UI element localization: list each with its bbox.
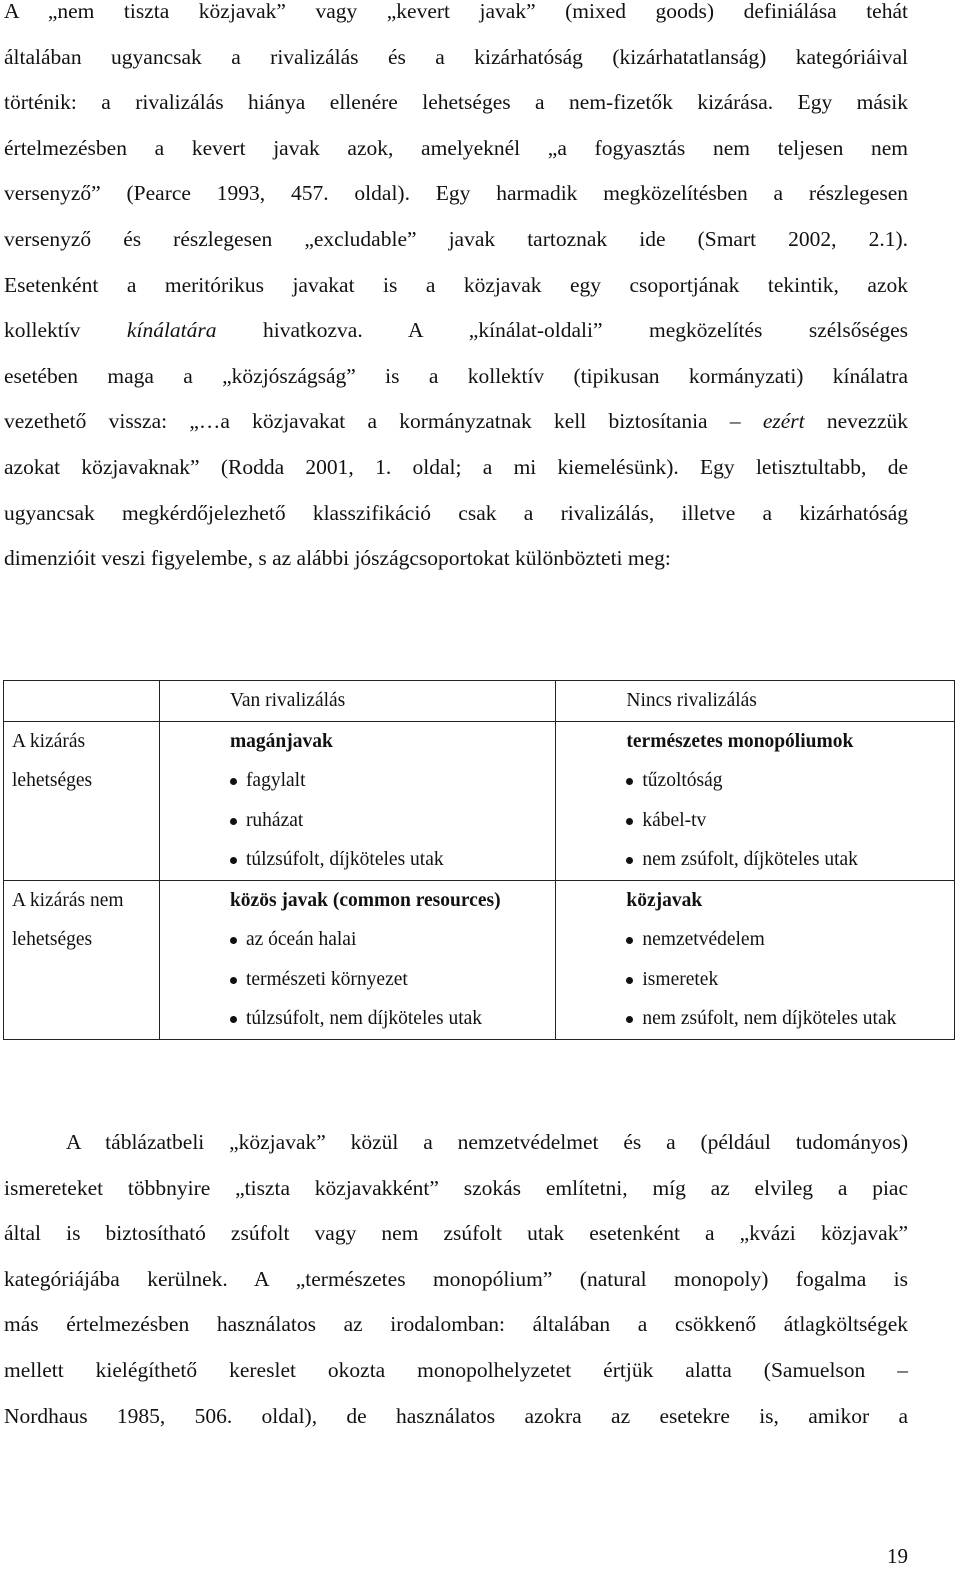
- list-item: nem zsúfolt, nem díjköteles utak: [626, 999, 954, 1039]
- text-fragment: kollektív: [4, 318, 81, 343]
- page-number: 19: [887, 1544, 908, 1568]
- column-header-no-rivalry: Nincs rivalizálás: [556, 681, 955, 722]
- text-line: A „nem tiszta közjavak” vagy „kevert javak” (mixed goods) definiálása tehát: [4, 0, 908, 23]
- list-item: fagylalt: [230, 761, 555, 801]
- list-item: az óceán halai: [230, 920, 555, 960]
- list-item: ruházat: [230, 801, 555, 841]
- text-line: Esetenként a meritórikus javakat is a közjavak egy csoportjának tekintik, azok: [4, 272, 908, 297]
- text-line: dimenzióit veszi figyelembe, s az alábbi jószágcsoportokat különbözteti meg:: [4, 546, 671, 571]
- text-line: ismereteket többnyire „tiszta közjavakként” szokás említetni, míg az elvileg a piac: [4, 1175, 908, 1200]
- text-line: által is biztosítható zsúfolt vagy nem zsúfolt utak esetenként a „kvázi közjavak”: [4, 1221, 908, 1246]
- table-row: [4, 880, 955, 1039]
- list-item: túlzsúfolt, díjköteles utak: [230, 840, 555, 880]
- cell-natural-monopolies: [556, 721, 955, 880]
- cell-common-resources: [159, 880, 555, 1039]
- list-item: természeti környezet: [230, 960, 555, 1000]
- text-line: történik: a rivalizálás hiánya ellenére lehetséges a nem-fizetők kizárása. Egy másik: [4, 90, 908, 115]
- list-item: nem zsúfolt, díjköteles utak: [626, 840, 954, 880]
- list-item: kábel-tv: [626, 801, 954, 841]
- text-line: általában ugyancsak a rivalizálás és a kizárhatóság (kizárhatatlanság) kategóriáival: [4, 44, 908, 69]
- emphasized-word: ezért: [762, 409, 805, 434]
- category-title: magánjavak: [229, 730, 333, 752]
- emphasized-word: kínálatára: [126, 318, 217, 343]
- row-label: A kizárás nem lehetséges: [12, 889, 124, 950]
- text-line: versenyző” (Pearce 1993, 457. oldal). Egy harmadik megközelítésben a részlegesen: [4, 181, 908, 206]
- list-item: nemzetvédelem: [626, 920, 954, 960]
- cell-private-goods: [159, 721, 555, 880]
- text-line: kategóriájába kerülnek. A „természetes monopólium” (natural monopoly) fogalma is: [4, 1266, 908, 1291]
- row-label: A kizárás lehetséges: [12, 730, 93, 791]
- text-line: [4, 308, 908, 354]
- text-line: versenyző és részlegesen „excludable” javak tartoznak ide (Smart 2002, 2.1).: [4, 226, 908, 251]
- row-header-non-excludable: [4, 880, 160, 1039]
- text-line: értelmezésben a kevert javak azok, amelyeknél „a fogyasztás nem teljesen nem: [4, 135, 908, 160]
- paragraph-mixed-goods: [4, 0, 908, 582]
- text-line: ugyancsak megkérdőjelezhető klasszifikáció csak a rivalizálás, illetve a kizárhatóság: [4, 500, 908, 525]
- goods-classification-table: [3, 680, 955, 1040]
- table-corner-cell: [4, 681, 160, 722]
- text-fragment: hivatkozva. A „kínálat-oldali” megközelítés szélsőséges: [263, 318, 909, 343]
- text-line: más értelmezésben használatos az irodalomban: általában a csökkenő átlagköltségek: [4, 1312, 908, 1337]
- category-title: közjavak: [626, 889, 703, 911]
- text-line: [4, 399, 908, 445]
- category-title: közös javak (common resources): [229, 889, 501, 911]
- cell-public-goods: [556, 880, 955, 1039]
- text-line: mellett kielégíthető kereslet okozta monopolhelyzetet értjük alatta (Samuelson –: [4, 1357, 908, 1382]
- list-item: ismeretek: [626, 960, 954, 1000]
- table-row: [4, 721, 955, 880]
- row-header-excludable: [4, 721, 160, 880]
- text-fragment: vezethető vissza: „…a közjavakat a kormányzatnak kell biztosítania –: [4, 409, 741, 434]
- category-title: természetes monopóliumok: [626, 730, 854, 752]
- list-item: túlzsúfolt, nem díjköteles utak: [230, 999, 555, 1039]
- column-header-rivalry: Van rivalizálás: [159, 681, 555, 722]
- table-header-row: [4, 681, 955, 722]
- text-fragment: nevezzük: [826, 409, 909, 434]
- paragraph-table-discussion: [4, 1120, 908, 1439]
- text-line: A táblázatbeli „közjavak” közül a nemzetvédelmet és a (például tudományos): [66, 1130, 908, 1154]
- text-line: azokat közjavaknak” (Rodda 2001, 1. oldal; a mi kiemelésünk). Egy letisztultabb, de: [4, 454, 908, 479]
- text-line: esetében maga a „közjószágság” is a kollektív (tipikusan kormányzati) kínálatra: [4, 363, 908, 388]
- list-item: tűzoltóság: [626, 761, 954, 801]
- text-line: Nordhaus 1985, 506. oldal), de használatos azokra az esetekre is, amikor a: [4, 1403, 908, 1428]
